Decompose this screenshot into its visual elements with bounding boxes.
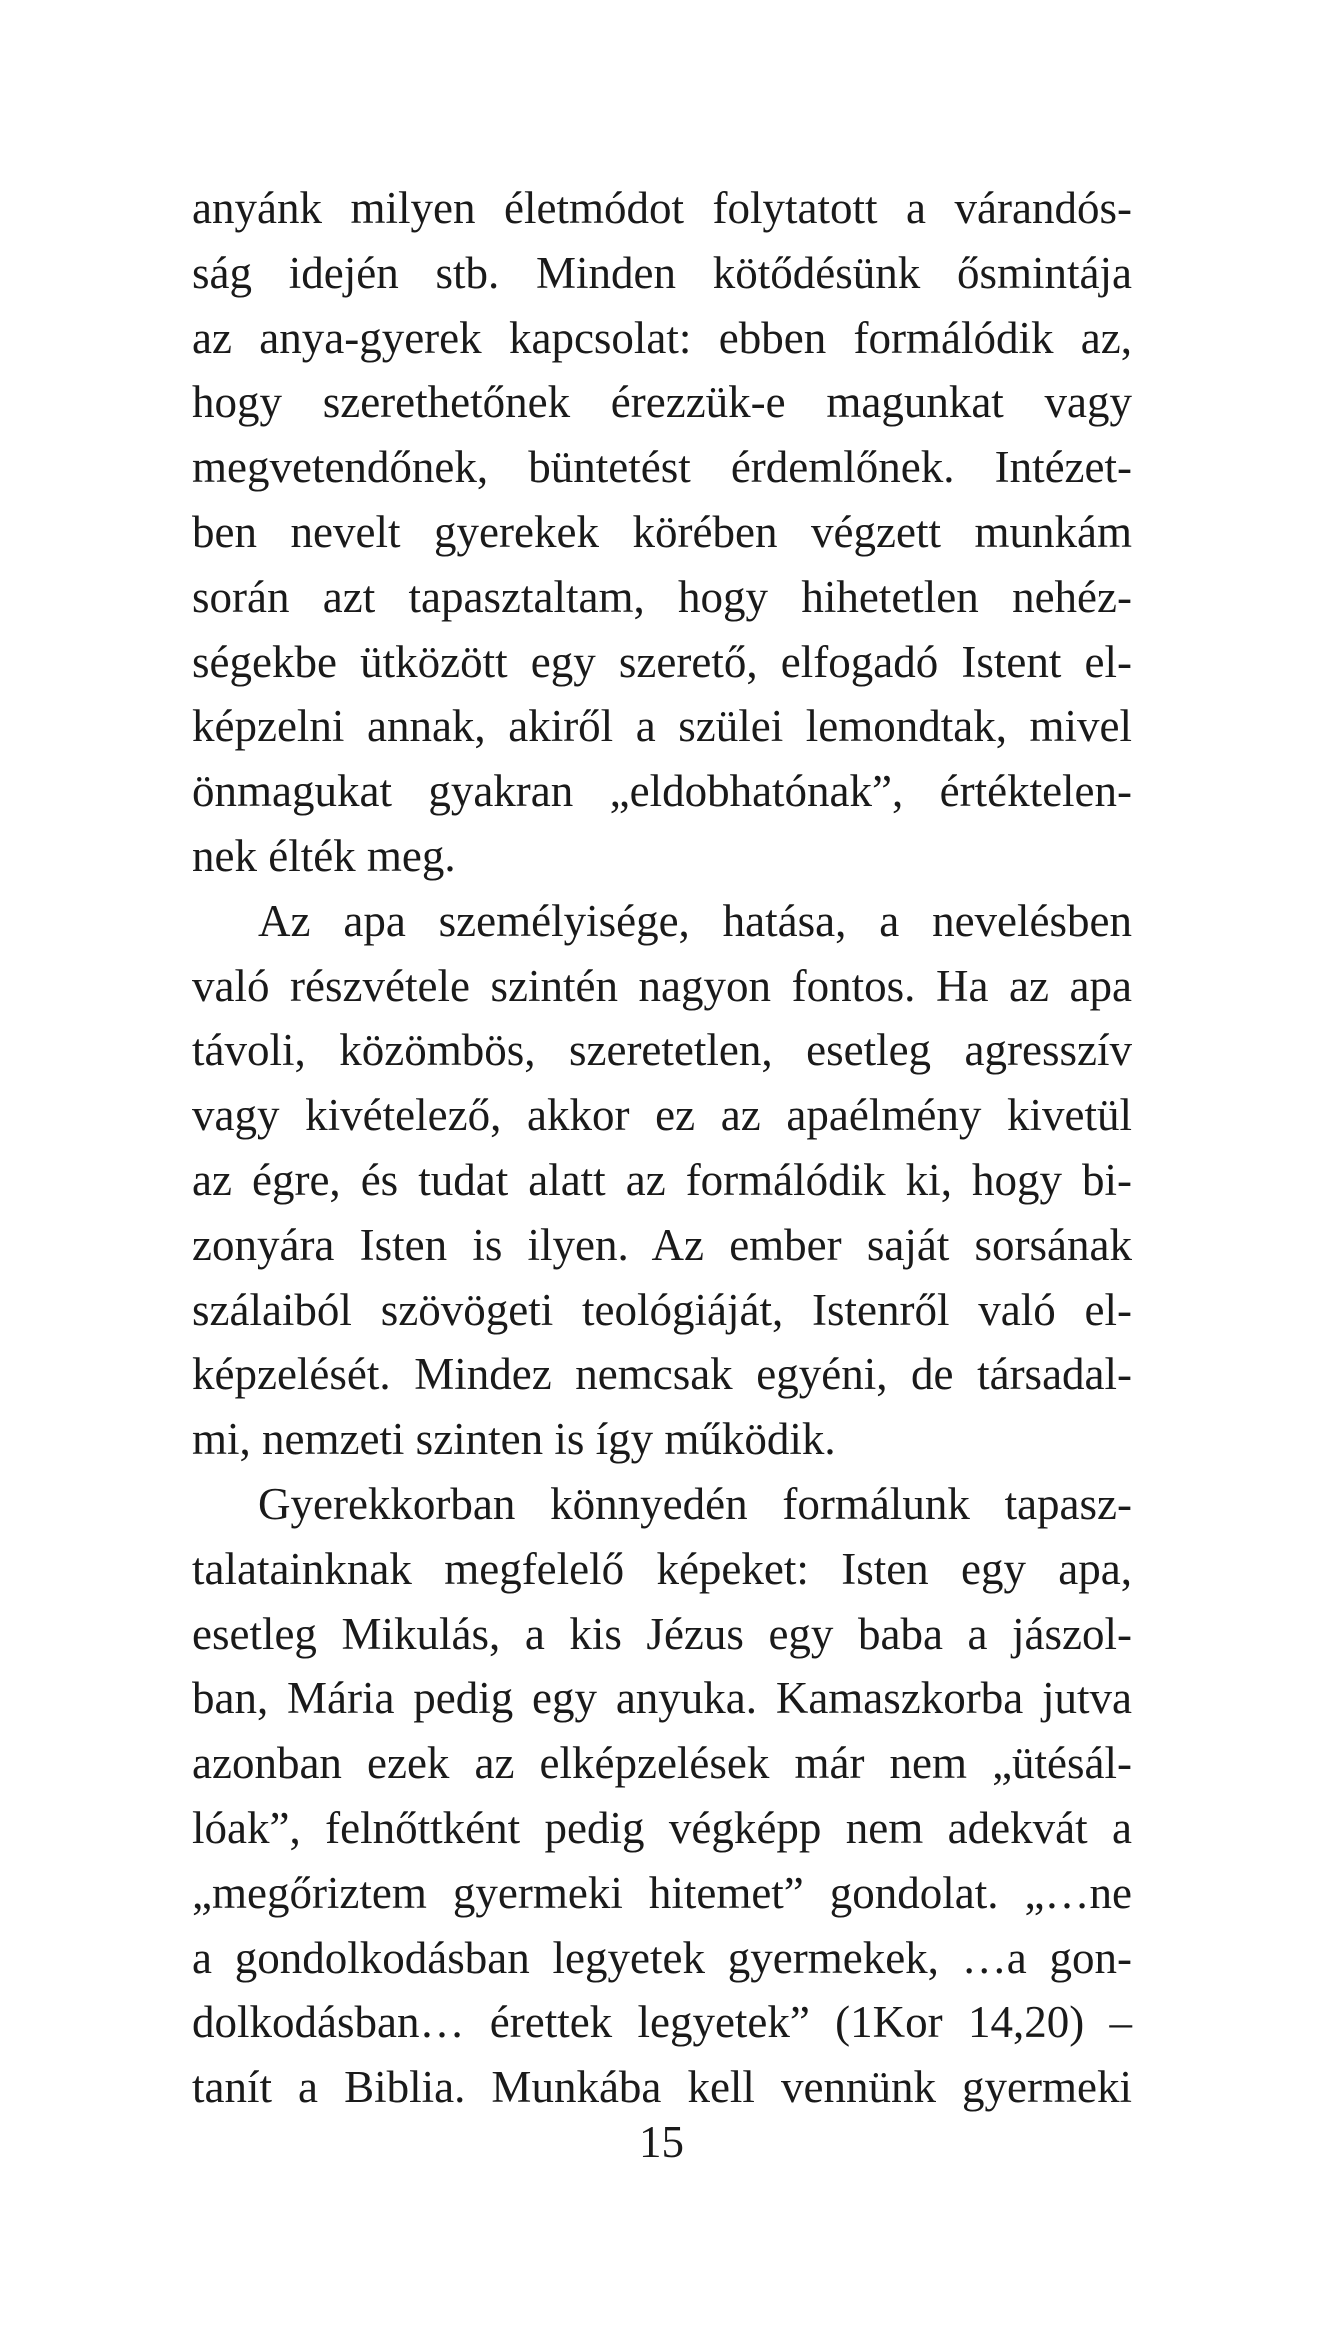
text-line: ségekbe ütközött egy szerető, elfogadó Istent el- <box>192 636 1132 687</box>
text-line: a gondolkodásban legyetek gyermekek, …a gon- <box>192 1932 1132 1983</box>
page-number: 15 <box>639 2117 684 2167</box>
text-line: anyánk milyen életmódot folytatott a várandós- <box>192 183 1132 233</box>
text-line: képzelni annak, akiről a szülei lemondtak, mivel <box>192 701 1132 752</box>
text-line: való részvétele szintén nagyon fontos. Ha az apa <box>192 960 1132 1011</box>
text-line: mi, nemzeti szinten is így működik. <box>192 1414 836 1465</box>
text-line: ság idején stb. Minden kötődésünk ősmintája <box>192 247 1132 298</box>
text-line: zonyára Isten is ilyen. Az ember saját sorsának <box>192 1219 1132 1270</box>
text-line: „megőriztem gyermeki hitemet” gondolat. „…ne <box>192 1867 1132 1918</box>
text-line: azonban ezek az elképzelések már nem „ütésál- <box>192 1738 1132 1789</box>
text-line: szálaiból szövögeti teológiáját, Istenről való el- <box>192 1284 1132 1335</box>
text-line: esetleg Mikulás, a kis Jézus egy baba a jászol- <box>192 1608 1132 1659</box>
text-line: az égre, és tudat alatt az formálódik ki, hogy bi- <box>192 1154 1132 1205</box>
text-line: megvetendőnek, büntetést érdemlőnek. Intézet- <box>192 442 1132 493</box>
text-line: lóak”, felnőttként pedig végképp nem adekvát a <box>192 1802 1132 1853</box>
text-line: nek élték meg. <box>192 830 456 881</box>
text-line: önmagukat gyakran „eldobhatónak”, értéktelen- <box>192 766 1132 817</box>
text-line: hogy szerethetőnek érezzük-e magunkat vagy <box>192 377 1132 428</box>
text-line: az anya-gyerek kapcsolat: ebben formálódik az, <box>192 312 1132 363</box>
text-line: dolkodásban… érettek legyetek” (1Kor 14,20) – <box>192 1997 1132 2048</box>
text-line: során azt tapasztaltam, hogy hihetetlen nehéz- <box>192 571 1132 622</box>
text-line: ben nevelt gyerekek körében végzett munkám <box>192 506 1132 557</box>
text-line: ban, Mária pedig egy anyuka. Kamaszkorba jutva <box>192 1673 1132 1724</box>
text-line: képzelését. Mindez nemcsak egyéni, de társadal- <box>192 1349 1132 1400</box>
text-line: tanít a Biblia. Munkába kell vennünk gyermeki <box>192 2062 1132 2113</box>
text-line: talatainknak megfelelő képeket: Isten egy apa, <box>192 1543 1132 1594</box>
text-line: vagy kivételező, akkor ez az apaélmény kivetül <box>192 1090 1132 1141</box>
text-line: távoli, közömbös, szeretetlen, esetleg agresszív <box>192 1025 1132 1076</box>
text-line-indented: Gyerekkorban könnyedén formálunk tapasz- <box>258 1478 1132 1529</box>
body-text <box>192 176 1132 2120</box>
text-line-indented: Az apa személyisége, hatása, a nevelésben <box>258 895 1132 946</box>
